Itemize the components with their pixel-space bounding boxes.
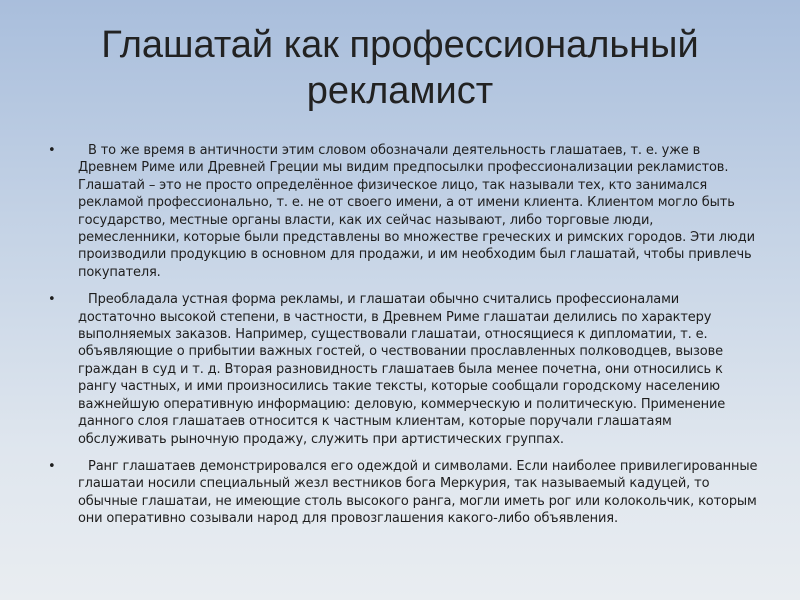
bullet-item bbox=[48, 291, 758, 448]
bullet-list bbox=[48, 142, 758, 538]
bullet-text: Ранг глашатаев демонстрировался его одеждой и символами. Если наиболее привилегированные глашатаи носили специальный жезл вестников бога Меркурия, так называемый кадуцей, то обычные глашатаи, не имеющие столь высокого ранга, могли иметь рог или колокольчик, которым они оперативно созывали народ для провозглашения какого-либо объявления. bbox=[78, 458, 758, 527]
slide-title: Глашатай как профессиональный рекламист bbox=[101, 24, 699, 112]
bullet-text: В то же время в античности этим словом обозначали деятельность глашатаев, т. е. уже в Древнем Риме или Древней Греции мы видим предпосылки профессионализации рекламистов. Глашатай – это не просто определённое физическое лицо, так называли тех, кто занимался рекламой профессионально, т. е. не от своего имени, а от имени клиента. Клиентом могло быть государство, местные органы власти, как их сейчас называют, либо торговые люди, ремесленники, которые были представлены во множестве греческих и римских городов. Эти люди производили продукцию в основном для продажи, и им необходим был глашатай, чтобы привлечь покупателя. bbox=[78, 143, 755, 280]
bullet-marker: • bbox=[48, 458, 56, 474]
bullet-marker: • bbox=[48, 292, 56, 308]
bullet-text: Преобладала устная форма рекламы, и глашатаи обычно считались профессионалами достаточно высокой степени, в частности, в Древнем Риме глашатаи делились по характеру выполняемых заказов. Например, существовали глашатаи, относящиеся к дипломатии, т. е. объявляющие о прибытии важных гостей, о чествовании прославленных полководцев, вызове граждан в суд и т. д. Вторая разновидность глашатаев была менее почетна, они относились к рангу частных, и ими произносились такие тексты, которые сообщали городскому населению важнейшую оперативную информацию: деловую, коммерческую и политическую. Применение данного слоя глашатаев относится к частным клиентам, которые поручали глашатаям обслуживать рыночную продажу, служить при артистических группах. bbox=[78, 292, 726, 447]
bullet-item bbox=[48, 458, 758, 528]
bullet-item bbox=[48, 142, 758, 281]
bullet-marker: • bbox=[48, 143, 56, 158]
